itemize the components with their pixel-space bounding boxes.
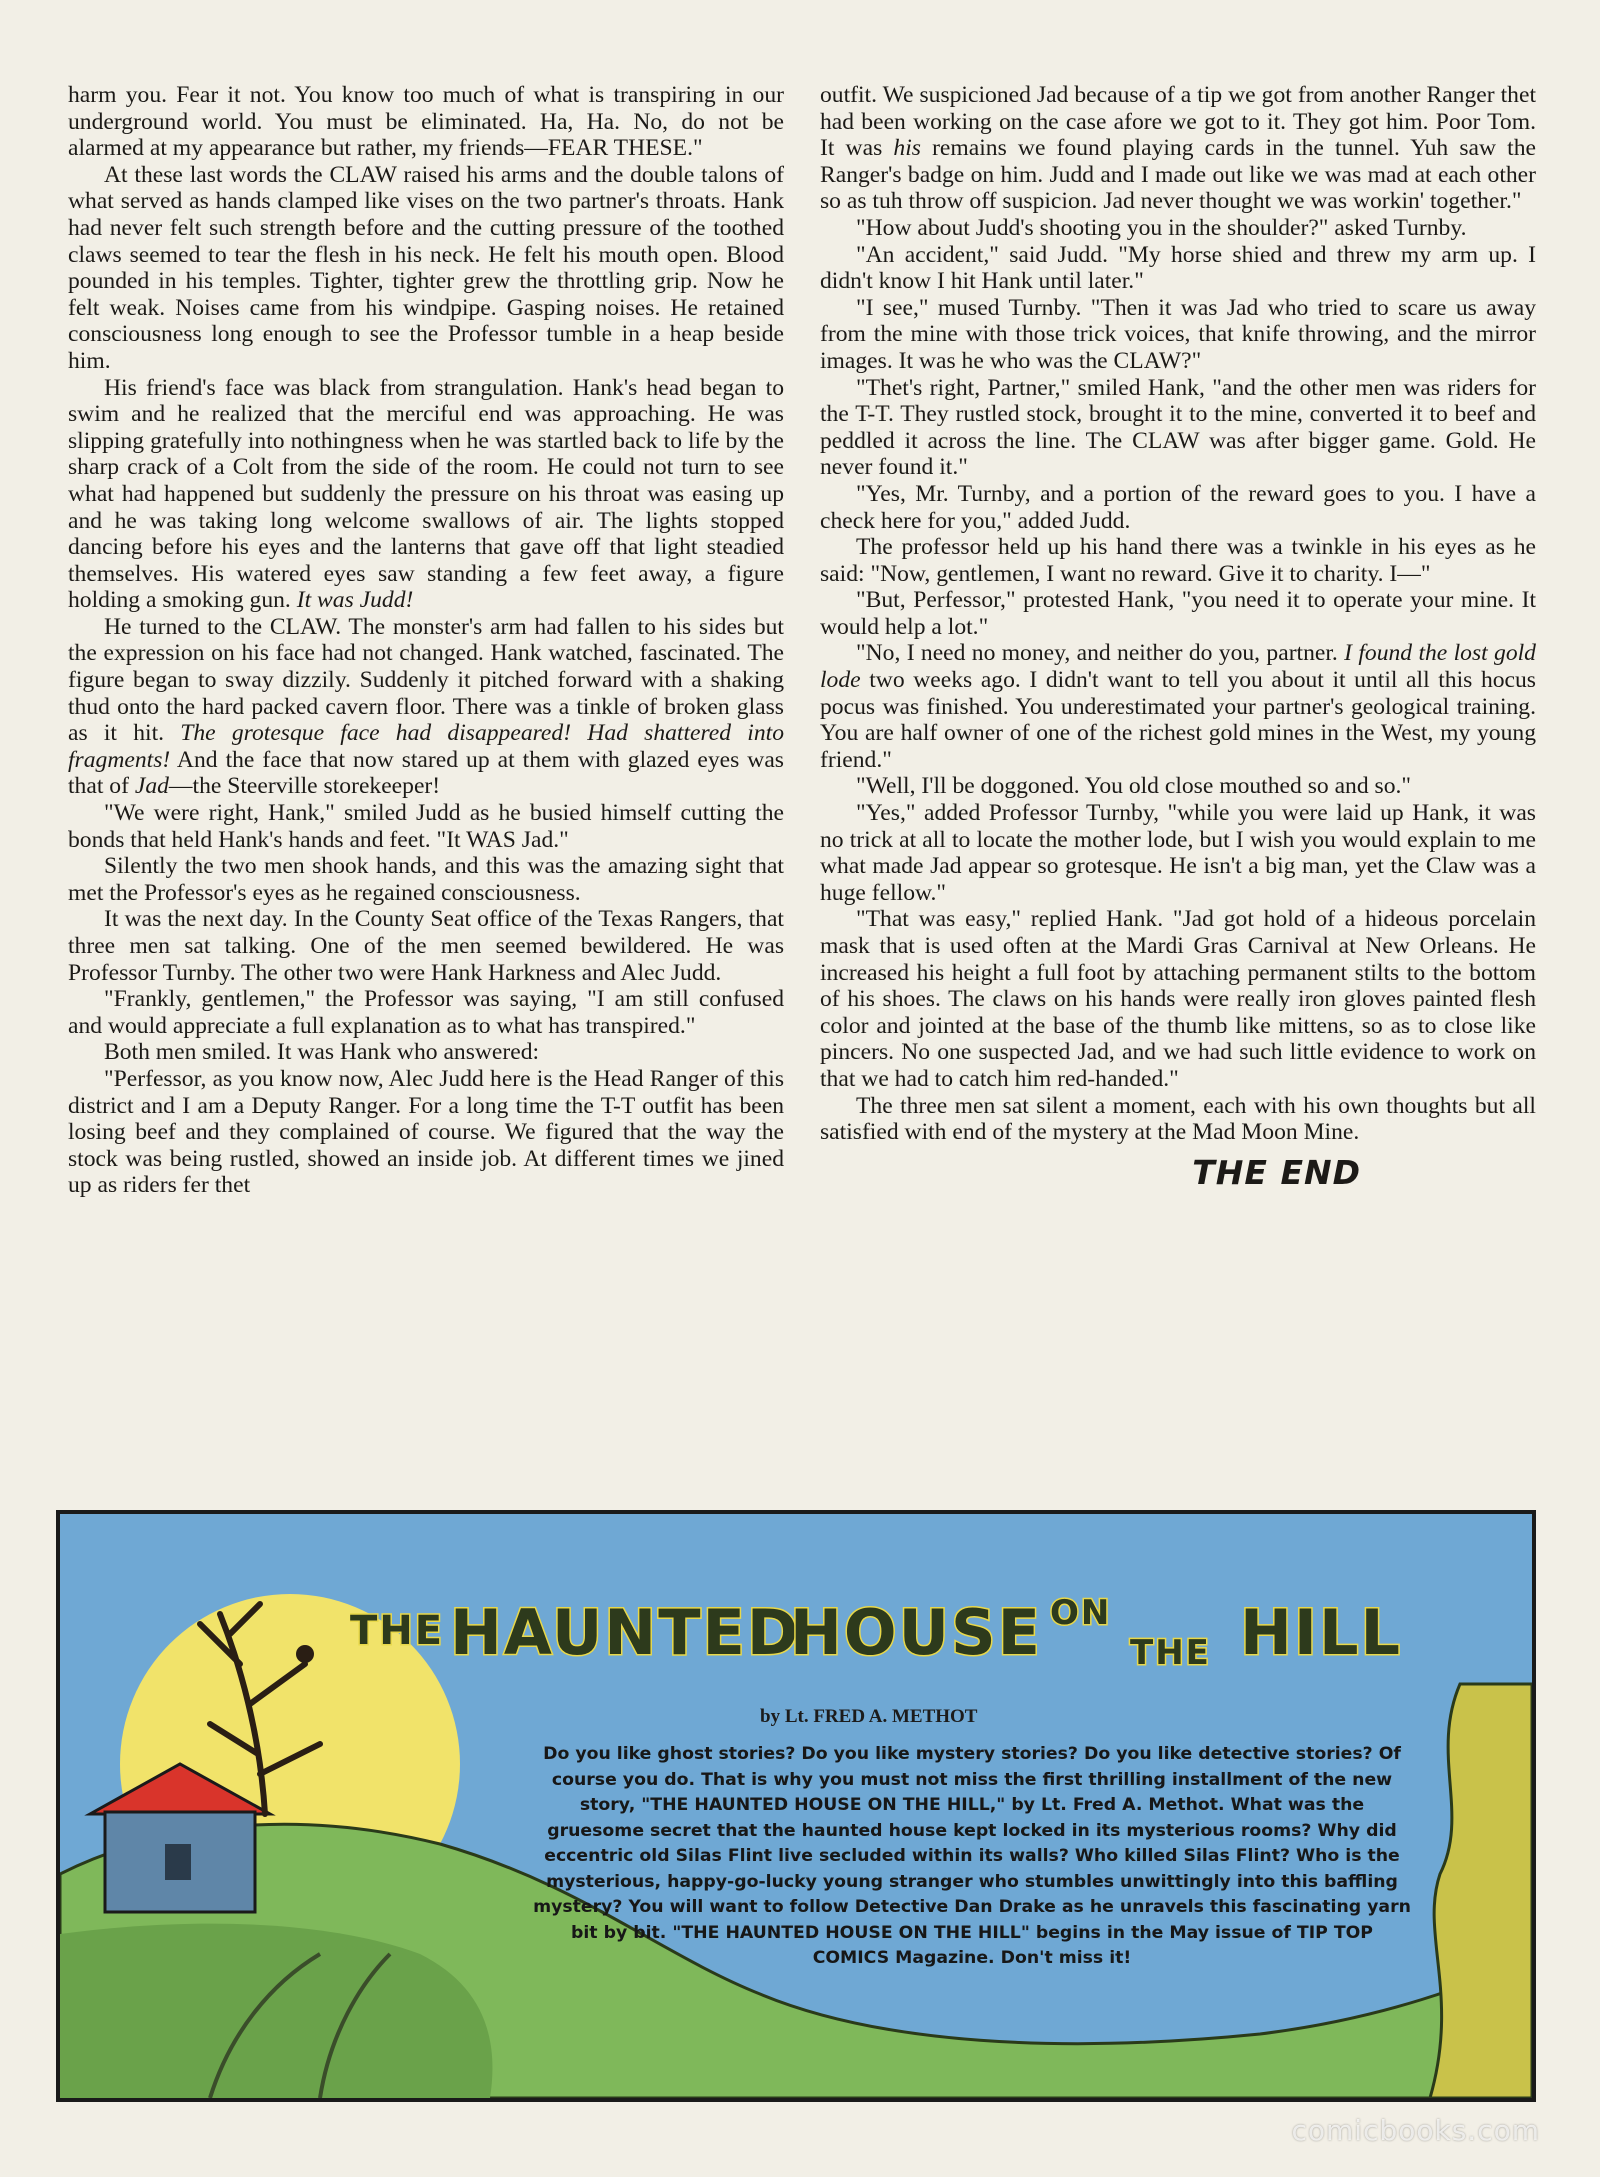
paragraph: "Frankly, gentlemen," the Professor was saying, "I am still confused and would appreciate a full explanation as to what has transpired." <box>68 986 784 1039</box>
paragraph: Silently the two men shook hands, and this was the amazing sight that met the Professor's eyes as he regained consciousness. <box>68 853 784 906</box>
story-columns <box>68 82 1536 1507</box>
headline-word: THE <box>1130 1633 1211 1673</box>
paragraph: At these last words the CLAW raised his arms and the double talons of what served as hands clamped like vises on the two partner's throats. Hank had never felt such strength before and the cutting pressure of the toothed claws seemed to tear the flesh in his neck. He felt his mouth open. Blood pounded in his temples. Tighter, tighter grew the throttling grip. Now he felt weak. Noises came from his windpipe. Gasping noises. He retained consciousness long enough to see the Professor tumble in a heap beside him. <box>68 161 784 374</box>
story-headline <box>350 1554 1480 1684</box>
paragraph: "Thet's right, Partner," smiled Hank, "and the other men was riders for the T-T. They rustled stock, brought it to the mine, converted it to beef and peddled it across the line. The CLAW was after bigger game. Gold. He never found it." <box>820 374 1536 481</box>
paragraph: The professor held up his hand there was a twinkle in his eyes as he said: "Now, gentlemen, I want no reward. Give it to charity. I—" <box>820 534 1536 587</box>
headline-word: HAUNTED <box>450 1596 801 1669</box>
paragraph: The three men sat silent a moment, each with his own thoughts but all satisfied with end of the mystery at the Mad Moon Mine. <box>820 1092 1536 1146</box>
paragraph: harm you. Fear it not. You know too much of what is transpiring in our underground world. You must be eliminated. Ha, Ha. No, do not be alarmed at my appearance but rather, my friends—FEAR THESE." <box>68 82 784 162</box>
house-window <box>165 1844 191 1880</box>
paragraph: It was the next day. In the County Seat office of the Texas Rangers, that three men sat talking. One of the men seemed bewildered. He was Professor Turnby. The other two were Hank Harkness and Alec Judd. <box>68 906 784 986</box>
paragraph: "Perfessor, as you know now, Alec Judd here is the Head Ranger of this district and I am a Deputy Ranger. For a long time the T-T outfit has been losing beef and they complained of course. We figured that the way the stock was being rustled, showed an inside job. At different times we jined up as riders fer thet <box>68 1065 784 1199</box>
promo-panel <box>56 1510 1536 2102</box>
paragraph: He turned to the CLAW. The monster's arm had fallen to his sides but the expression on his face had not changed. Hank watched, fascinated. The figure began to sway dizzily. Suddenly it pitched forward with a shaking thud onto the hard packed cavern floor. There was a tinkle of broken glass as it hit. The grotesque face had disappeared! Had shattered into fragments! And the face that now stared up at them with glazed eyes was that of Jad—the Steerville storekeeper! <box>68 613 784 800</box>
paragraph: His friend's face was black from strangulation. Hank's head began to swim and he realized that the merciful end was approaching. He was slipping gratefully into nothingness when he was startled back to life by the sharp crack of a Colt from the side of the room. He could not turn to see what had happened but suddenly the pressure on his throat was easing up and he was taking long welcome swallows of air. The lights stopped dancing before his eyes and the lanterns that gave off that light steadied themselves. His watered eyes saw standing a few feet away, a figure holding a smoking gun. It was Judd! <box>68 374 784 614</box>
owl-icon <box>296 1645 314 1663</box>
paragraph: "Well, I'll be doggoned. You old close mouthed so and so." <box>856 773 1412 800</box>
paragraph: "How about Judd's shooting you in the shoulder?" asked Turnby. <box>856 214 1467 241</box>
headline-word: THE <box>350 1608 445 1654</box>
paragraph: "But, Perfessor," protested Hank, "you need it to operate your mine. It would help a lot." <box>820 587 1536 640</box>
headline-word: HILL <box>1240 1596 1402 1669</box>
paragraph: "Yes," added Professor Turnby, "while you were laid up Hank, it was no trick at all to locate the mother lode, but I wish you would explain to me what made Jad appear so grotesque. He isn't a big man, yet the Claw was a huge fellow." <box>820 800 1536 906</box>
promo-blurb: Do you like ghost stories? Do you like mystery stories? Do you like detective stories? Of course you do. That is why you must not miss the first thrilling installment of the new story, "THE HAUNTED HOUSE ON THE HILL," by Lt. Fred A. Methot. What was the gruesome secret that the haunted house kept locked in its mysterious rooms? Why did eccentric old Silas Flint live secluded within its walls? Who killed Silas Flint? Who is the mysterious, happy-go-lucky young stranger who stumbles unwittingly into this baffling mystery? You will want to follow Detective Dan Drake as he unravels this fascinating yarn bit by bit. "THE HAUNTED HOUSE ON THE HILL" begins in the May issue of TIP TOP COMICS Magazine. Don't miss it! <box>533 1744 1411 1968</box>
headline-word: ON <box>1050 1593 1112 1633</box>
the-end-label: THE END <box>1192 1152 1361 1192</box>
right-column <box>820 82 1536 1507</box>
paragraph: "No, I need no money, and neither do you, partner. I found the lost gold lode two weeks ago. I didn't want to tell you about it until all this hocus pocus was finished. You underestimated your partner's geological training. You are half owner of one of the richest gold mines in the West, my young friend." <box>820 640 1536 773</box>
byline: by Lt. FRED A. METHOT <box>760 1706 978 1727</box>
paragraph: "I see," mused Turnby. "Then it was Jad who tried to scare us away from the mine with those trick voices, that knife throwing, and the mirror images. It was he who was the CLAW?" <box>820 294 1536 374</box>
paragraph: "We were right, Hank," smiled Judd as he busied himself cutting the bonds that held Hank's hands and feet. "It WAS Jad." <box>68 800 784 853</box>
paragraph: "That was easy," replied Hank. "Jad got hold of a hideous porcelain mask that is used often at the Mardi Gras Carnival at New Orleans. He increased his height a full foot by attaching permanent stilts to the bottom of his shoes. The claws on his hands were really iron gloves painted flesh color and jointed at the base of the thumb like mittens, so as to close like pincers. No one suspected Jad, and we had such little evidence to work on that we had to catch him red-handed." <box>820 906 1536 1092</box>
paragraph: outfit. We suspicioned Jad because of a tip we got from another Ranger thet had been working on the case afore we got to it. They got him. Poor Tom. It was his remains we found playing cards in the tunnel. Yuh saw the Ranger's badge on him. Judd and I made out like we was mad at each other so as tuh throw off suspicion. Jad never thought we was workin' together." <box>820 82 1536 215</box>
site-watermark: comicbooks.com <box>1291 2114 1540 2147</box>
paragraph: Both men smiled. It was Hank who answered: <box>104 1039 540 1066</box>
paragraph: "An accident," said Judd. "My horse shied and threw my arm up. I didn't know I hit Hank until later." <box>820 241 1536 295</box>
headline-word: HOUSE <box>790 1596 1042 1669</box>
paragraph: "Yes, Mr. Turnby, and a portion of the reward goes to you. I have a check here for you," added Judd. <box>820 480 1536 534</box>
left-column <box>68 82 784 1507</box>
